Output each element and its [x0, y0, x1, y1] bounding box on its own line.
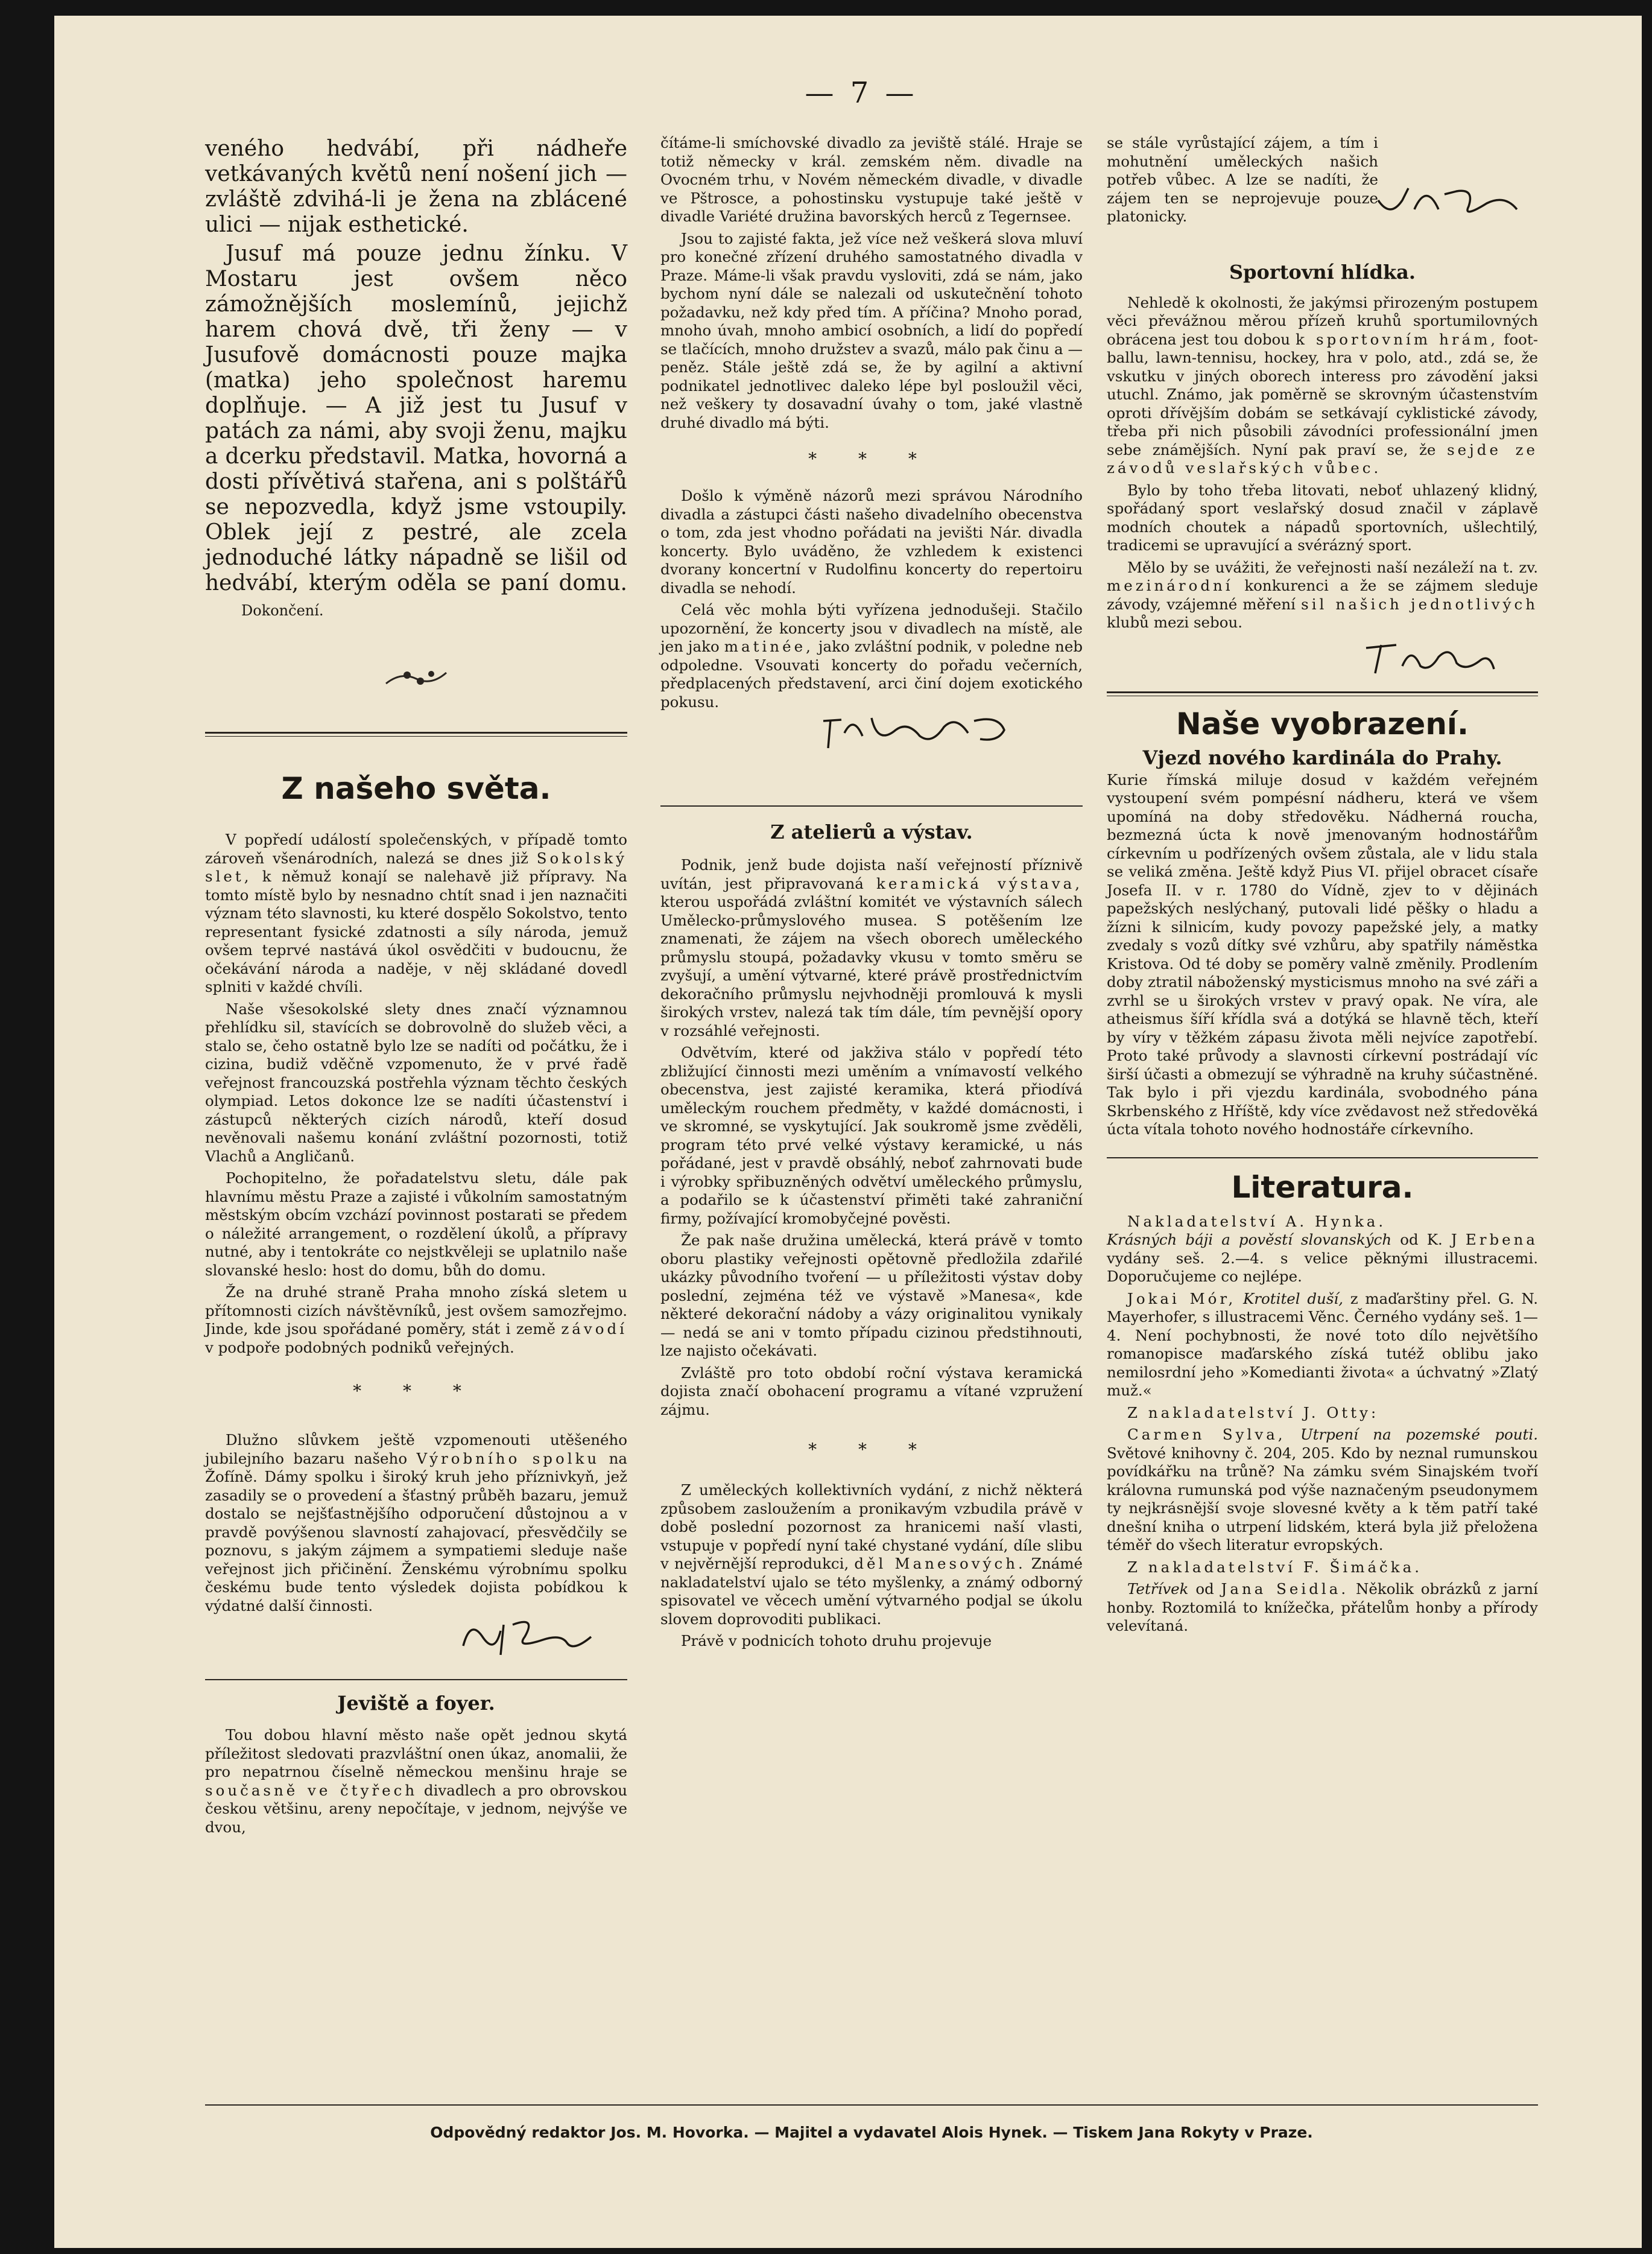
spaced-text: Výrobního spolku — [416, 1449, 600, 1467]
paragraph: Odvětvím, které od jakživa stálo v popředí této zbližující činnosti mezi uměním a vnímavostí velkého obecenstva, jest zajisté keramika, která přiodívá uměleckým rouchem předměty, v každé domácnosti, i ve skromné, se vyskytující. Jak soukromě jsme zvěděli, program této prvé velké výstavy keramické, u nás pořádané, jest v pravdě obsáhlý, neboť zahrnovati bude i výrobky spřibuzněných odvětví uměleckého průmyslu, a podařilo se k účastenství přiměti také zahraniční firmy, požívající kromobyčejné pověsti. — [660, 1044, 1083, 1227]
paragraph — [205, 831, 627, 997]
page-number: — 7 — — [805, 76, 918, 110]
paragraph: Naše všesokolské slety dnes značí významnou přehlídku sil, stavících se dobrovolně do služeb věci, a stalo se, čeho ostatně bylo lze se nadíti od počátku, že i cizina, budiž vděčně vzpomenuto, že v prvé řadě veřejnost francouzská postřehla význam těchto českých olympiad. Letos dokonce lze se nadíti účastenství i zástupců některých cizích národů, kteří dosud nevěnovali našemu konání zvláštní pozornosti, totiž Vlachů a Angličanů. — [205, 1000, 627, 1165]
paragraph: Došlo k výměně názorů mezi správou Národního divadla a zástupci části našeho divadelního obecenstva o tom, zda jest vhodno pořádati na jevišti Nár. divadla koncerty. Bylo uváděno, že vzhledem k existenci dvorany koncertní v Rudolfinu koncerty do repertoiru divadla se nehodí. — [660, 487, 1083, 597]
paragraph — [660, 601, 1083, 711]
spaced-text: Sokolský slet, — [205, 849, 627, 885]
subsection-title: Vjezd nového kardinála do Prahy. — [1142, 746, 1502, 769]
text: Několik obrázků z jarní honby. Roztomilá to knížečka, přátelům honby a přírody velevítaná. — [1107, 1580, 1539, 1634]
text: foot-ballu, lawn-tennisu, hockey, hra v polo, atd., zdá se, že vskutku v jiných oborech interess pro závodění jaksi utuchl. Známo, jak poměrně se skrovným účastenstvím oproti dřívějším dobám se setkávají cyklistické závody, třeba při nich působili závodníci professionální jmen sebe známějších. Nyní pak praví se, že — [1107, 330, 1538, 459]
spaced-text: Carmen Sylva, — [1127, 1426, 1286, 1443]
text: Dlužno slůvkem ještě vzpomenouti utěšeného jubilejního bazaru našeho — [205, 1431, 627, 1467]
text: kterou uspořádá zvláštní komitét ve výstavních sálech Umělecko-průmyslového musea. S potěšením lze znamenati, že zájem na všech oborech uměleckého průmyslu stoupá, požadavky vkusu v tomto směru se zvyšují, a umění výtvarné, které právě prostřednictvím dekoračního průmyslu nejvhodněji promlouvá k mysli širokých vrstev, nalezá tak tím dále, tím pevnější opory v rozsáhlé veřejnosti. — [660, 893, 1083, 1040]
spaced-text: závodí — [561, 1320, 627, 1338]
newspaper-page — [54, 16, 1642, 2248]
italic-title: Tetřívek — [1127, 1580, 1189, 1598]
spaced-text: sil našich jednotlivých — [1301, 595, 1538, 613]
separator-stars: * * * — [808, 449, 935, 469]
spaced-text: k sportovním hrám, — [1296, 330, 1499, 348]
paragraph — [1107, 1290, 1538, 1400]
text: Z uměleckých kollektivních vydání, z nichž některá způsobem zasloužením a pronikavým vzbudila právě v době poslední pozornost za hranicemi naší vlasti, vstupuje v popředí nyní také chystané vydání, díle slibu v nejvěrnější reprodukci, — [660, 1481, 1083, 1572]
spaced-text: děl Manesových. — [854, 1555, 1026, 1572]
separator-stars: * * * — [353, 1381, 479, 1401]
imprint-footer: Odpovědný redaktor Jos. M. Hovorka. — Majitel a vydavatel Alois Hynek. — Tiskem Jana Rokyty v Praze. — [430, 2124, 1313, 2141]
paragraph: Pochopitelno, že pořadatelstvu sletu, dále pak hlavnímu městu Praze a zajisté i vůkolním samostatným městským obcím vzchází povinnost postarati se předem o náležité arrangement, o rozdělení úkolů, a přípravy nutné, aby i tentokráte co nejstkvěleji se uplatnilo naše slovanské heslo: host do domu, bůh do domu. — [205, 1169, 627, 1279]
spaced-text: Z nakladatelství J. Otty: — [1127, 1403, 1379, 1421]
spaced-text: Nakladatelství A. Hynka. — [1127, 1212, 1387, 1230]
paragraph — [1107, 1213, 1538, 1286]
text: konkurenci a že se zájmem sleduje závody, vzájemné měření — [1107, 577, 1538, 613]
paragraph — [1107, 1426, 1538, 1555]
text: Mělo by se uvážiti, že veřejnosti naší nezáleží na t. zv. — [1127, 558, 1538, 576]
separator-stars: * * * — [808, 1440, 935, 1459]
paragraph — [1107, 294, 1538, 478]
section-rule — [1107, 1157, 1538, 1158]
paragraph: Bylo by toho třeba litovati, neboť uhlazený klidný, spořádaný sport veslařský dosud značil v záplavě modních choutek a nápadů sportovních, ušlechtilý, tradicemi se upravující a svérázný sport. — [1107, 481, 1538, 554]
paragraph: Jsou to zajisté fakta, jež více než veškerá slova mluví pro konečné zřízení druhého samostatného divadla v Praze. Máme-li však pravdu vysloviti, zdá se nám, jako bychom nyní dále se nalezali od uskutečnění tohoto požadavku, než kdy před tím. A příčina? Mnoho porad, mnoho úvah, mnoho ambicí osobních, a lidí do popředí se tlačících, mnoho družstev a svazů, málo pak činu a — peněz. Stále ještě zdá se, že by agilní a aktivní podnikatel jednotlivec daleko lépe byl posloužil věci, než veškery ty dosavadní úvahy o tom, jaké vlastně druhé divadlo má býti. — [660, 229, 1083, 431]
paragraph — [1107, 559, 1538, 632]
spaced-text: keramická výstava, — [876, 874, 1083, 892]
section-rule — [660, 805, 1083, 807]
text: Tou dobou hlavní město naše opět jednou skytá příležitost sledovati prazvláštní onen úkaz, anomalii, že pro nepatrnou číselně německou menšinu hraje se — [205, 1726, 627, 1780]
paragraph: veného hedvábí, při nádheře vetkávaných květů není nošení jich — zvláště zdvihá-li je žena na zblácené ulici — nijak esthetické. — [205, 136, 627, 237]
paragraph: čítáme-li smíchovské divadlo za jeviště stálé. Hraje se totiž německy v král. zemském něm. divadle na Ovocném trhu, v Novém německém divadle, v divadle ve Pštrosce, a pohostinsku vystupuje také ještě v divadle Variété družina bavorských herců z Tegernsee. — [660, 134, 1083, 225]
section-rule — [1107, 691, 1538, 696]
signature-icon — [1372, 176, 1529, 224]
text: Že na druhé straně Praha mnoho získá sletem u přítomnosti cizích návštěvníků, jest ovšem samozřejmo. Jinde, kde jsou spořádané poměry, stát i země — [205, 1283, 627, 1338]
section-rule — [205, 732, 627, 737]
text: od — [1195, 1580, 1214, 1598]
paragraph: se stále vyrůstající zájem, a tím i mohutnění uměleckých našich potřeb vůbec. A lze se nadíti, že zájem ten se neprojevuje pouze platonicky. — [1107, 134, 1378, 225]
section-rule — [205, 1679, 627, 1680]
paragraph — [205, 1726, 627, 1837]
paragraph: Zvláště pro toto období roční výstava keramická dojista značí obohacení programu a vítané vzpružení zájmu. — [660, 1364, 1083, 1418]
signature-icon — [1360, 636, 1499, 678]
text: Světové knihovny č. 204, 205. Kdo by neznal rumunskou povídkářku na trůně? Na zámku svém Sinajském tvoří královna rumunská pod výše naznačeným pseudonymem ty nejkrásnější svoje slovesné květy a k těm patří také dnešní kniha o utrpení lidském, která byla již přeložena téměř do všech literatur evropských. — [1107, 1444, 1538, 1554]
text: Celá věc mohla býti vyřízena jednodušeji. Stačilo upozornění, že koncerty jsou v divadlech na místě, ale jen jako — [660, 601, 1083, 655]
spaced-text: mezinárodní — [1107, 577, 1233, 594]
text: na Žofíně. Dámy spolku i široký kruh jeho příznivkyň, jež zasadily se o provedení a šťastný průběh bazaru, jemuž dostalo se nejšťastnějšího odporučení důstojnou a v pravdě povýšenou slavností zahajovací, přesvědčily se poznovu, s jakým zájmem a sympatiemi sleduje naše veřejnost jich přičinění. Ženskému výrobnímu spolku českému bude tento výsledek dojista pobídkou k výdatné další činnosti. — [205, 1449, 628, 1614]
subsection-title: Z atelierů a výstav. — [770, 821, 973, 843]
column-2 — [660, 134, 1083, 1654]
paragraph — [205, 241, 627, 623]
spaced-text: Erbena — [1465, 1231, 1539, 1248]
footer-rule — [205, 2104, 1538, 2106]
text: divadlech a pro obrovskou českou většinu, areny nepočítaje, v jednom, nejvýše ve dvou, — [205, 1781, 627, 1836]
paragraph — [205, 1431, 627, 1615]
italic-title: Krásných báji a pověstí slovanských — [1107, 1231, 1392, 1248]
text: Známé nakladatelství ujalo se této myšlenky, a známý odborný spisovatel ve věcech umění výtvarného podjal se úkolu slovem doprovoditi publikaci. — [660, 1555, 1083, 1628]
paragraph — [205, 1283, 627, 1357]
section-title: Literatura. — [1231, 1169, 1414, 1205]
paragraph — [660, 1481, 1083, 1628]
text: k němuž konají se nalehavě již přípravy. Na tomto místě bylo by nesnadno chtít snad i jen naznačiti význam této slavnosti, ku které dospělo Sokolstvo, tento representant fysické zdatnosti a síly národa, jemuž ovšem teprvé nastává úkol osvědčiti v budoucnu, že očekávání národa a naděje, v něj skládané dovedl splniti v každé chvíli. — [205, 868, 628, 995]
section-title: Z našeho světa. — [281, 771, 551, 806]
spaced-text: sejde ze závodů veslařských vůbec. — [1107, 440, 1538, 477]
spaced-text: Z nakladatelství F. Šimáčka. — [1127, 1558, 1423, 1576]
text: Nehledě k okolnosti, že jakýmsi přirozeným postupem věci převážnou měrou přízeň kruhů sportumilovných obrácena jest tou dobou — [1107, 293, 1538, 348]
text: od K. J — [1400, 1231, 1457, 1248]
text: z maďarštiny přel. G. N. Mayerhofer, s illustracemi Věnc. Černého vydány seš. 1—4. Není pochybnosti, že nové toto dílo největšího romanopisce maďarského získá tutéž oblibu jako nemilosrdní jeho »Komedianti života« a úchvatný »Zlatý muž.« — [1107, 1289, 1539, 1399]
text: Podnik, jenž bude dojista naší veřejností příznivě uvítán, jest připravovaná — [660, 856, 1083, 892]
text: v podpoře podobných podniků veřejných. — [205, 1338, 514, 1356]
paragraph — [660, 856, 1083, 1040]
spaced-text: současně ve čtyřech — [205, 1781, 418, 1799]
italic-title: Utrpení na pozemské pouti. — [1300, 1426, 1538, 1443]
paragraph: Kurie římská miluje dosud v každém veřejném vystoupení svém pompésní nádheru, která ve všem upomíná na doby středověku. Nádherná roucha, bezmezná úcta k nově jmenovaným hodnostářům církevním u podřízených ovšem zůstala, ale v lidu stala se veliká změna. Ještě když Pius VI. přijel obracet císaře Josefa II. v r. 1780 do Vídně, zjev to v dějinách papežských neslýchaný, putovali lidé pěšky o hladu a žízni k silnicím, kudy povozy papežské jely, a matky zvedaly s vozů dítky své vzhůru, aby spatřily náměstka Kristova. Od té doby se poměry valně změnily. Prodlením doby ztratil náboženský mysticismus mnoho na své záři a zvrhl se u širokých vrstev v pravý opak. Ne víra, ale atheismus šíří křídla svá a dotýká se hlavně těch, kteří by víry v těžkém zápasu života měli nejvíce zapotřebí. Proto také průvody a slavnosti církevní postrádají víc širší účasti a obmezují se výhradně na kruhy súčastněné. Tak bylo i při vjezdu kardinála, svobodného pána Skrbenského z Hříště, kdy více zvědavost než středověká úcta vítala tohoto nového hodnostáře církevního. — [1107, 770, 1538, 1138]
spaced-text: Jana Seidla. — [1221, 1580, 1349, 1598]
spaced-text: Jokai Mór, — [1127, 1289, 1236, 1307]
ornament-icon — [205, 665, 627, 690]
text: klubů mezi sebou. — [1107, 614, 1243, 631]
paragraph: Že pak naše družina umělecká, která právě v tomto oboru plastiky veřejnosti opětovně předložila zdařilé ukázky původního tvoření — u příležitosti výstav doby poslední, zejména též ve výstavě »Manesa«, kde některé dekorační nádoby a vázy originalitou vynikaly — nedá se ani v tomto případu cizinou předstihnouti, lze najisto očekávati. — [660, 1231, 1083, 1359]
continued-note: Dokončení. — [241, 602, 324, 619]
paragraph: Právě v podnicích tohoto druhu projevuje — [681, 1632, 992, 1649]
text: Jusuf má pouze jednu žínku. V Mostaru jest ovšem něco zámožnějších moslemínů, jejichž harem chová dvě, tři ženy — v Jusufově domácnosti pouze majka (matka) jeho společnost haremu doplňuje. — A již jest tu Jusuf v patách za námi, aby svoji ženu, majku a dcerku představil. Matka, hovorná a dosti přívětivá stařena, ani s polštářů se nepozvedla, když jsme vstoupily. Oblek její z pestré, ale zcela jednoduché látky nápadně se lišil od hedvábí, kterým oděla se paní domu. — [205, 241, 627, 595]
column-3 — [1107, 134, 1538, 1639]
paragraph — [1107, 1580, 1538, 1636]
text: vydány seš. 2.—4. s velice pěknými illustracemi. Doporučujeme co nejlépe. — [1107, 1249, 1538, 1285]
paragraph — [1107, 1558, 1538, 1577]
signature-icon — [817, 703, 1010, 757]
spaced-text: matinée, — [724, 638, 814, 655]
subsection-title: Jeviště a foyer. — [337, 1692, 495, 1715]
paragraph — [1107, 1404, 1538, 1423]
text: jako zvláštní podnik, v poledne neb odpoledne. Vsouvati koncerty do pořadu večerních, předplacených představení, arci činí dojem exotického pokusu. — [660, 638, 1083, 711]
italic-title: Krotitel duší, — [1243, 1289, 1344, 1307]
subsection-title: Sportovní hlídka. — [1229, 260, 1416, 284]
column-1 — [205, 136, 627, 1840]
section-title: Naše vyobrazení. — [1176, 706, 1469, 741]
signature-icon — [458, 1613, 597, 1661]
text: V popředí událostí společenských, v případě tomto zároveň všenárodních, nalezá se dnes již — [205, 831, 627, 867]
